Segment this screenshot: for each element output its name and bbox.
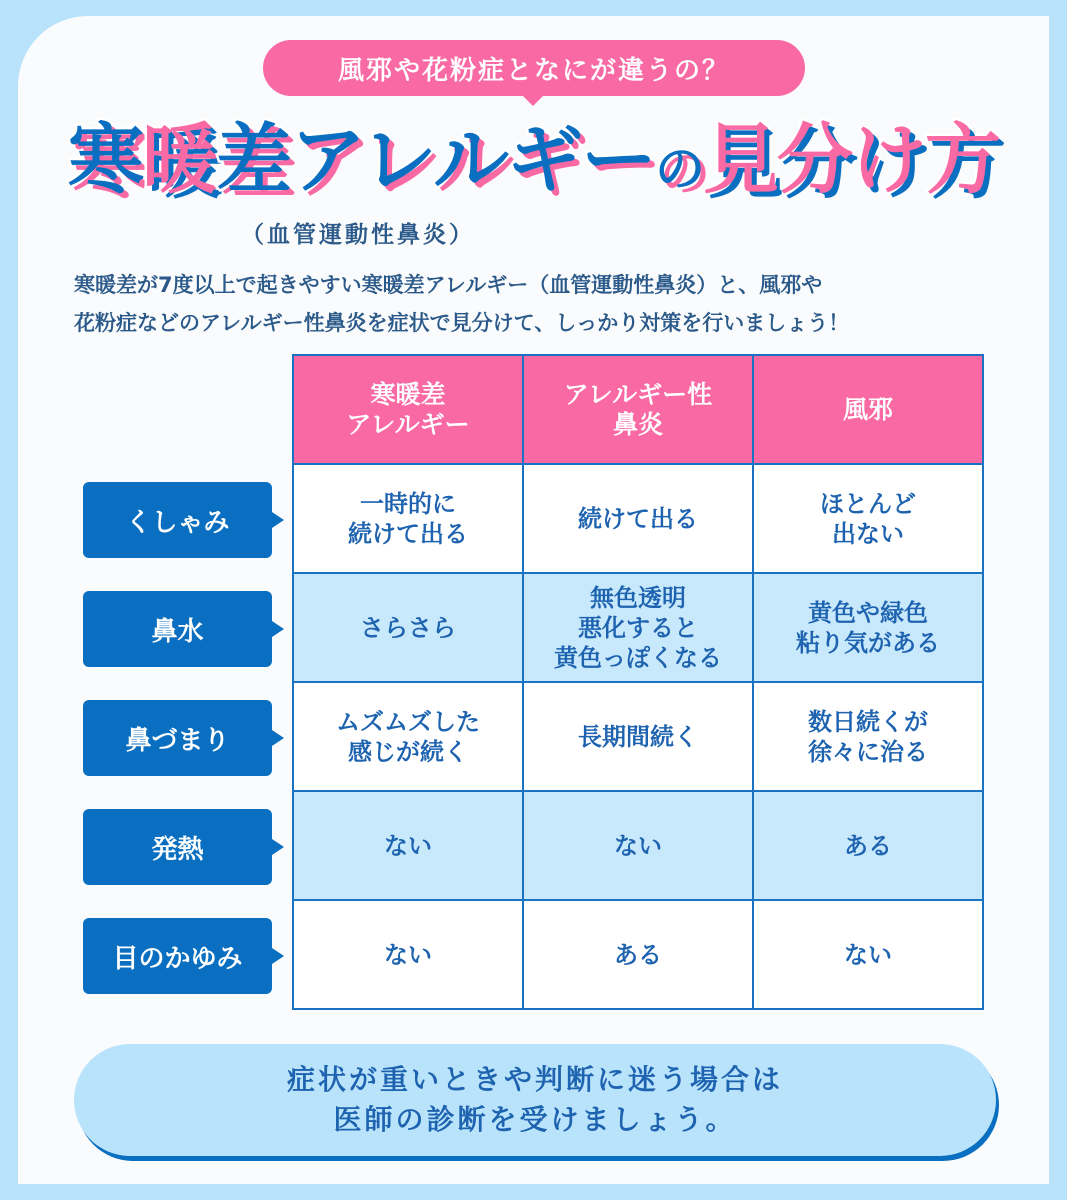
note-line-1: 症状が重いときや判断に迷う場合は bbox=[286, 1063, 783, 1096]
table-cell: さらさら bbox=[293, 573, 523, 682]
table-cell: ない bbox=[293, 791, 523, 900]
table-cell: 一時的に 続けて出る bbox=[293, 464, 523, 573]
question-text: 風邪や花粉症となにが違うの？ bbox=[337, 55, 730, 86]
row-label-text: 目のかゆみ bbox=[112, 943, 243, 974]
table-cell: ある bbox=[753, 791, 983, 900]
intro-line-2: 花粉症などのアレルギー性鼻炎を症状で見分けて、しっかり対策を行いましょう！ bbox=[74, 311, 850, 335]
table-cell: ない bbox=[753, 900, 983, 1009]
intro-text bbox=[74, 266, 1004, 342]
column-header: アレルギー性 鼻炎 bbox=[523, 355, 753, 464]
table-cell: ある bbox=[523, 900, 753, 1009]
title-part-3: 差アレルギー bbox=[215, 115, 656, 204]
table-row bbox=[293, 900, 983, 1009]
table-row bbox=[293, 464, 983, 573]
table-cell: 続けて出る bbox=[523, 464, 753, 573]
table-cell: ない bbox=[523, 791, 753, 900]
comparison-table bbox=[292, 354, 984, 1010]
label-pointer bbox=[272, 948, 284, 964]
row-label-stuffy-nose bbox=[83, 700, 272, 776]
column-header: 寒暖差 アレルギー bbox=[293, 355, 523, 464]
row-label-text: 鼻水 bbox=[151, 616, 204, 647]
table-cell: ない bbox=[293, 900, 523, 1009]
note-line-2: 医師の診断を受けましょう。 bbox=[333, 1103, 737, 1136]
title-part-1: 寒 bbox=[67, 115, 142, 204]
label-pointer bbox=[272, 730, 284, 746]
title-part-4: の bbox=[655, 140, 704, 198]
label-pointer bbox=[272, 621, 284, 637]
title-part-2: 暖 bbox=[141, 115, 216, 204]
bubble-tail bbox=[521, 94, 545, 106]
table-cell: 数日続くが 徐々に治る bbox=[753, 682, 983, 791]
label-pointer bbox=[272, 839, 284, 855]
table-cell: ほとんど 出ない bbox=[753, 464, 983, 573]
table-row bbox=[293, 791, 983, 900]
subtitle: （血管運動性鼻炎） bbox=[241, 222, 475, 248]
label-pointer bbox=[272, 512, 284, 528]
table-row bbox=[293, 682, 983, 791]
row-label-text: くしゃみ bbox=[125, 507, 230, 538]
row-label-itchy-eyes bbox=[83, 918, 272, 994]
row-label-text: 発熱 bbox=[151, 834, 204, 865]
intro-line-1: 寒暖差が7度以上で起きやすい寒暖差アレルギー（血管運動性鼻炎）と、風邪や bbox=[74, 273, 823, 297]
row-label-runny-nose bbox=[83, 591, 272, 667]
table-cell: 無色透明 悪化すると 黄色っぽくなる bbox=[523, 573, 753, 682]
question-bubble bbox=[263, 40, 805, 96]
row-label-sneezing bbox=[83, 482, 272, 558]
table-cell: ムズムズした 感じが続く bbox=[293, 682, 523, 791]
table-row bbox=[293, 573, 983, 682]
row-label-fever bbox=[83, 809, 272, 885]
table-cell: 長期間続く bbox=[523, 682, 753, 791]
column-header: 風邪 bbox=[753, 355, 983, 464]
page-title bbox=[0, 112, 1067, 217]
title-part-5: 見分け方 bbox=[703, 115, 1000, 204]
advice-note bbox=[74, 1044, 996, 1156]
table-cell: 黄色や緑色 粘り気がある bbox=[753, 573, 983, 682]
row-label-text: 鼻づまり bbox=[125, 725, 230, 756]
